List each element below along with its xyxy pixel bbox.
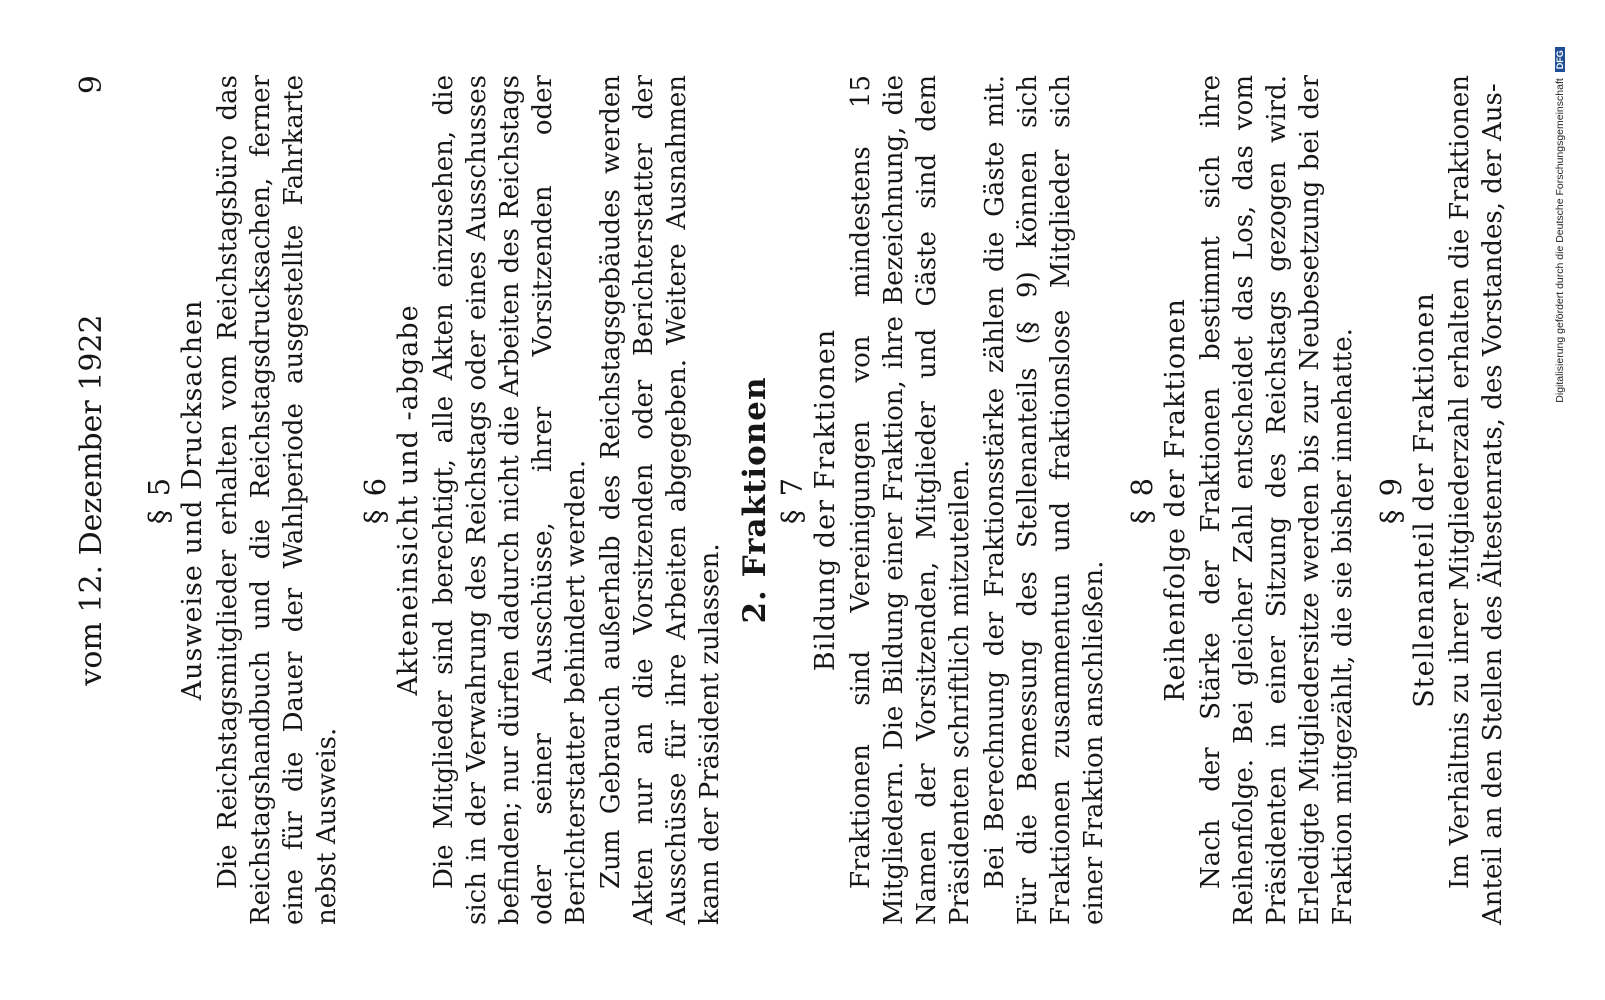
section-9-mark: § 9 bbox=[1374, 475, 1408, 525]
section-8-paragraph-1: Nach der Stärke der Fraktionen bestimmt sich ihre Reihenfolge. Bei gleicher Zahl entscheidet das Los, das vom Präsidenten in einer Sitzung des Reichstags gezogen wird. Erledigte Mitgliedersitze werden bis zur Neubesetzung bei der Fraktion mitgezählt, die sie bisher innehatte. bbox=[1196, 75, 1358, 925]
section-5-heading: Ausweise und Drucksachen bbox=[177, 299, 208, 701]
running-head bbox=[74, 75, 118, 925]
dfg-logo: DFG bbox=[1555, 47, 1565, 72]
digitization-credit bbox=[1554, 5, 1572, 445]
section-9-paragraph-1: Im Verhältnis zu ihrer Mitgliederzahl erhalten die Fraktionen Anteil an den Stellen des Ältestenrats, des Vorstandes, der Aus- bbox=[1445, 75, 1508, 925]
section-8-mark: § 8 bbox=[1125, 475, 1159, 525]
section-9-heading: Stellenanteil der Fraktionen bbox=[1409, 292, 1440, 708]
section-6-mark: § 6 bbox=[358, 475, 392, 525]
section-5-mark: § 5 bbox=[142, 475, 176, 525]
chapter-2-title: 2. Fraktionen bbox=[737, 376, 773, 624]
scanned-page bbox=[62, 15, 1542, 985]
section-6-heading: Akteneinsicht und -abgabe bbox=[393, 304, 424, 696]
section-5-paragraph-1: Die Reichstagsmitglieder erhalten vom Reichstagsbüro das Reichstagshandbuch und die Reichstagsdrucksachen, ferner eine für die Dauer der Wahlperiode ausgestellte Fahrkarte nebst Ausweis. bbox=[213, 75, 342, 925]
section-7-mark: § 7 bbox=[775, 475, 809, 525]
section-6-paragraph-1: Die Mitglieder sind berechtigt, alle Akten einzusehen, die sich in der Verwahrung des Reichstags oder eines Ausschusses befinden; nur dürfen dadurch nicht die Arbeiten des Reichstags oder seiner Ausschüsse, ihrer Vorsitzenden oder Berichterstatter behindert werden. bbox=[429, 75, 591, 925]
page-number: 9 bbox=[74, 75, 109, 95]
section-8-heading: Reihenfolge der Fraktionen bbox=[1160, 298, 1191, 702]
section-6-paragraph-2: Zum Gebrauch außerhalb des Reichstagsgebäudes werden Akten nur an die Vorsitzenden oder Berichterstatter der Ausschüsse für ihre Arbeiten abgegeben. Weitere Ausnahmen kann der Präsident zulassen. bbox=[596, 75, 725, 925]
running-head-title: vom 12. Dezember 1922 bbox=[74, 314, 109, 686]
section-7-paragraph-2: Bei Berechnung der Fraktionsstärke zählen die Gäste mit. Für die Bemessung des Stellenanteils (§ 9) können sich Fraktionen zusammentun und fraktionslose Mitglieder sich einer Fraktion anschließen. bbox=[980, 75, 1109, 925]
section-7-heading: Bildung der Fraktionen bbox=[810, 328, 841, 672]
section-7-paragraph-1: Fraktionen sind Vereinigungen von mindestens 15 Mitgliedern. Die Bildung einer Fraktion, ihre Bezeichnung, die Namen der Vorsitzenden, Mitglieder und Gäste sind dem Präsidenten schriftlich mitzuteilen. bbox=[846, 75, 975, 925]
digitization-credit-text: Digitalisierung gefördert durch die Deutsche Forschungsgemeinschaft bbox=[1554, 78, 1566, 403]
